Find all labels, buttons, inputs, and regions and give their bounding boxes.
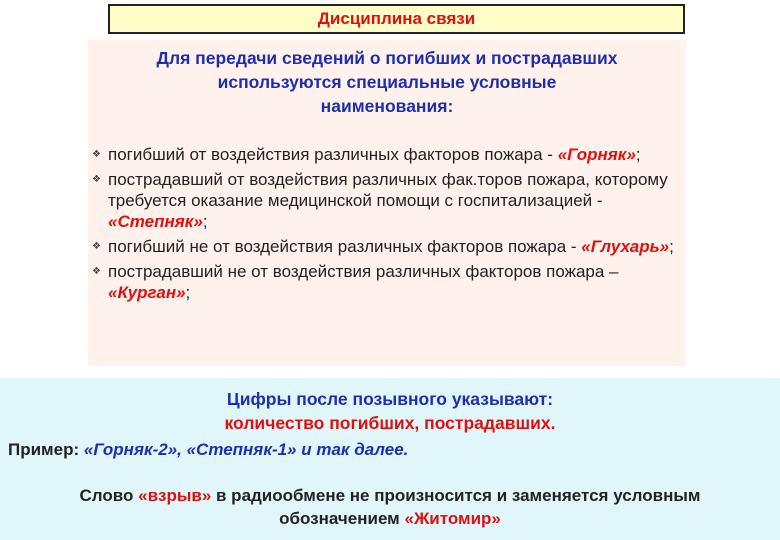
digits-line-2: количество погибших, пострадавших.	[224, 413, 556, 433]
diamond-bullet-icon: ❖	[92, 241, 101, 252]
code-names-list	[92, 144, 684, 307]
diamond-bullet-icon: ❖	[92, 266, 101, 277]
example-text: «Горняк-2», «Степняк-1» и так далее.	[83, 440, 409, 459]
explosion-part-3: обозначением	[279, 509, 405, 528]
list-item-end: ;	[669, 237, 674, 256]
digits-line-1-text: Цифры после позывного указывают	[226, 389, 548, 409]
intro-text	[88, 46, 686, 118]
code-name: «Степняк»	[108, 212, 203, 231]
example-line	[8, 440, 408, 460]
intro-line-2: используются специальные условные	[217, 72, 557, 92]
list-item-end: ;	[185, 283, 191, 302]
diamond-bullet-icon: ❖	[92, 174, 101, 185]
explosion-part-2: в радиообмене не произносится и заменяется условным	[211, 486, 701, 505]
explosion-word: «взрыв»	[138, 486, 212, 505]
explosion-line-2	[0, 507, 780, 530]
list-item	[92, 261, 684, 303]
list-item	[92, 169, 684, 232]
example-colon: :	[73, 440, 84, 459]
list-item-end: ;	[202, 212, 208, 231]
page-title: Дисциплина связи	[108, 4, 685, 34]
list-item	[92, 236, 684, 257]
explosion-part-1: Слово	[79, 486, 139, 505]
intro-line-3: наименования:	[320, 96, 454, 116]
code-name: «Курган»	[108, 283, 186, 302]
list-item	[92, 144, 684, 165]
intro-line-1: Для передачи сведений о погибших и пострадавших	[156, 48, 618, 68]
code-name: «Горняк»	[557, 145, 636, 164]
list-item-end: ;	[635, 145, 641, 164]
explosion-line-1	[0, 484, 780, 507]
code-name: «Глухарь»	[581, 237, 670, 256]
list-item-text: пострадавший от воздействия различных фак.торов пожара, которому требуется оказание медицинской помощи с госпитализацией -	[108, 170, 668, 210]
example-label: Пример	[8, 440, 74, 459]
diamond-bullet-icon: ❖	[92, 149, 101, 160]
list-item-text: погибший от воздействия различных факторов пожара -	[108, 145, 558, 164]
digits-line-1	[0, 387, 780, 411]
digits-note	[0, 387, 780, 435]
explosion-code: «Житомир»	[404, 509, 501, 528]
digits-line-1-colon: :	[547, 389, 554, 409]
list-item-text: пострадавший не от воздействия различных факторов пожара –	[108, 262, 619, 281]
explosion-note	[0, 484, 780, 530]
list-item-text: погибший не от воздействия различных факторов пожара -	[108, 237, 582, 256]
